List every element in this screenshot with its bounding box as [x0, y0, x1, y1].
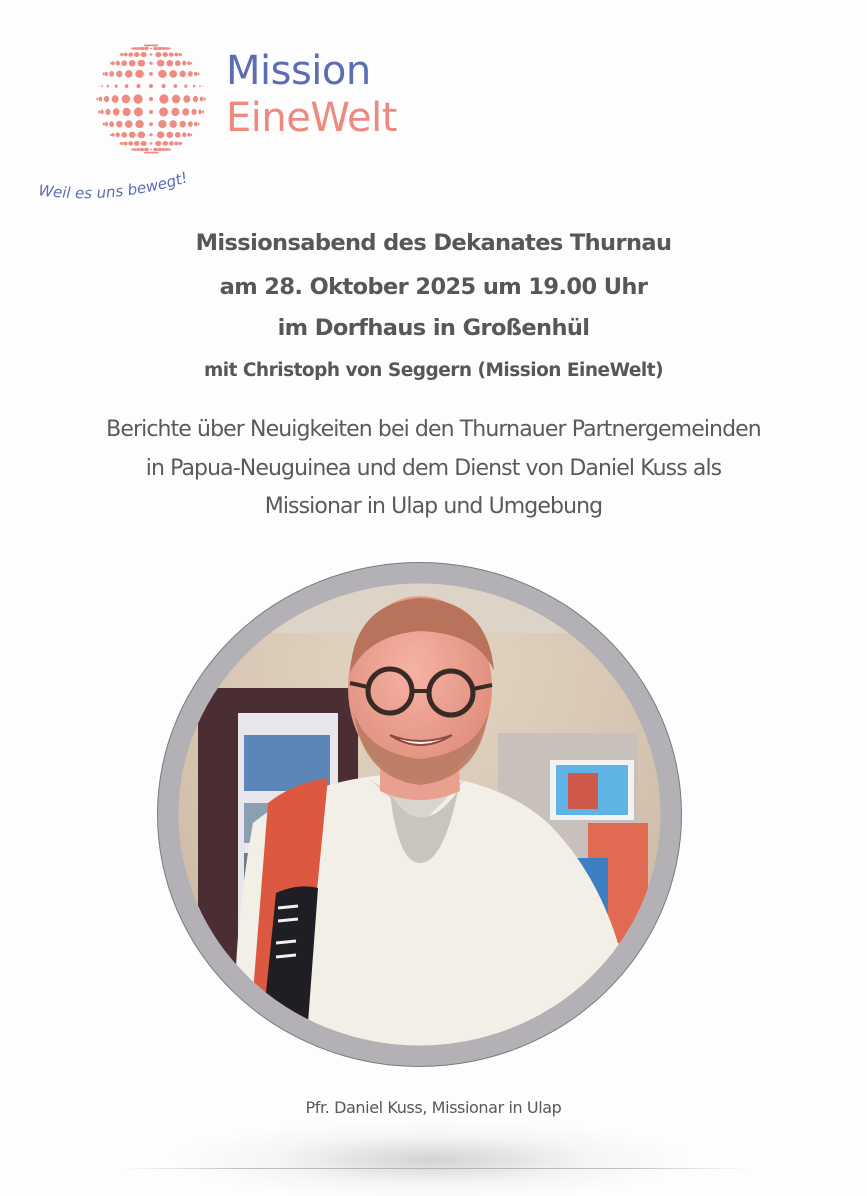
scan-shadow-line [120, 1168, 750, 1169]
logo-word-einewelt: EineWelt [226, 95, 397, 141]
logo-tagline [36, 150, 236, 210]
portrait-photo [158, 563, 681, 1066]
description-line-2: in Papua-Neuguinea und dem Dienst von Daniel Kuss als [145, 456, 722, 481]
description-line-3: Missionar in Ulap und Umgebung [264, 494, 603, 519]
event-speaker: mit Christoph von Seggern (Mission EineWelt) [203, 360, 664, 381]
logo-word-mission: Mission [226, 48, 371, 94]
dotted-globe-icon [94, 42, 208, 156]
event-date-time: am 28. Oktober 2025 um 19.00 Uhr [219, 274, 648, 300]
logo-wordmark [226, 48, 397, 142]
description-line-1: Berichte über Neuigkeiten bei den Thurnauer Partnergemeinden [106, 417, 761, 442]
svg-text:Weil es uns bewegt! [38, 168, 190, 202]
photo-caption: Pfr. Daniel Kuss, Missionar in Ulap [305, 1098, 562, 1117]
event-location: im Dorfhaus in Großenhül [277, 315, 590, 341]
event-title: Missionsabend des Dekanates Thurnau [195, 230, 672, 256]
tagline-text: Weil es uns bewegt! [37, 168, 190, 203]
mission-einewelt-logo [36, 38, 456, 203]
portrait-illustration [158, 563, 681, 1066]
